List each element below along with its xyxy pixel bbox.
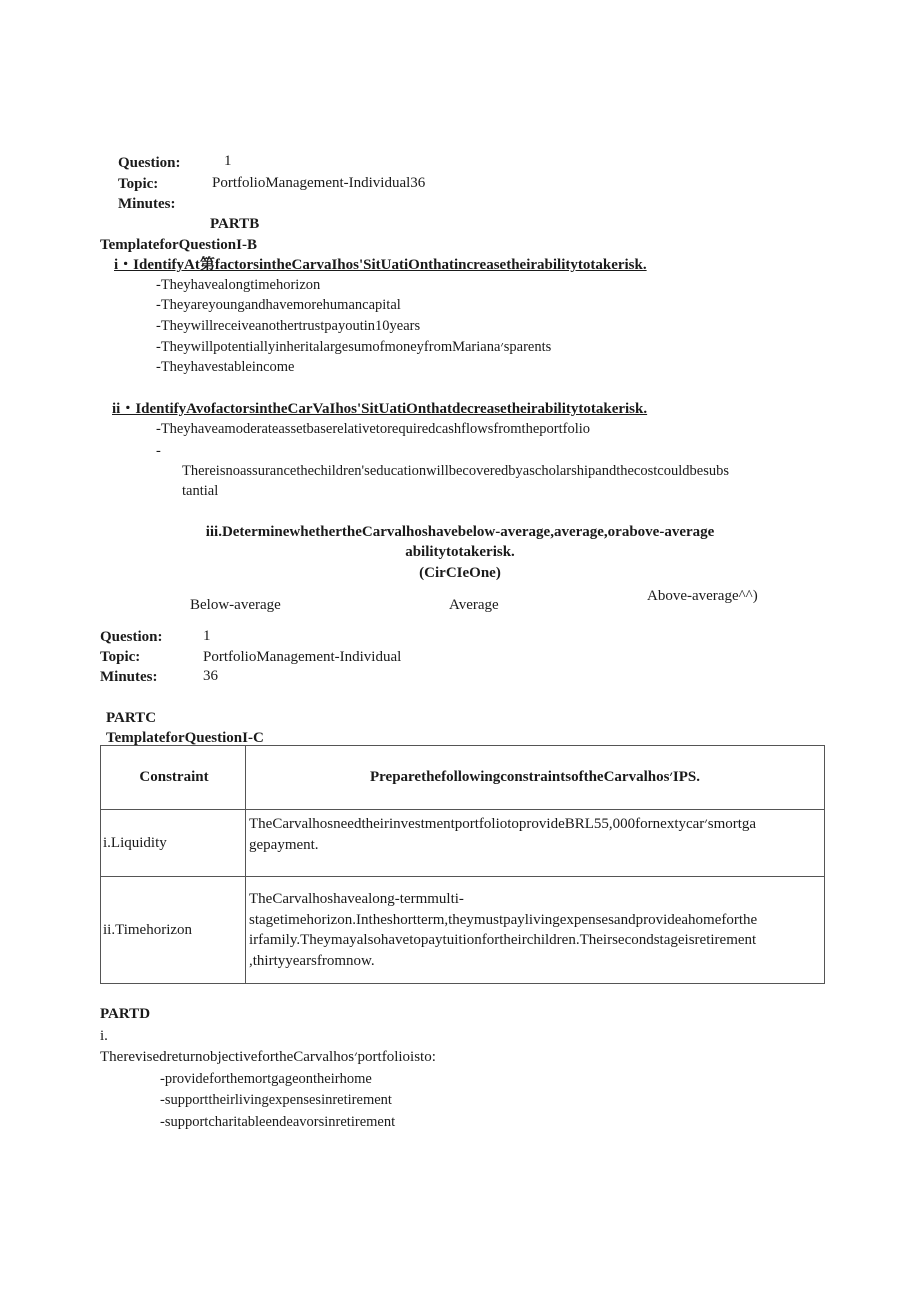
part-c-title: PARTC (106, 710, 157, 726)
response-line: ,thirtyyearsfromnow. (249, 952, 375, 969)
response-line: irfamily.Theymayalsohavetopaytuitionfortheirchildren.Theirsecondstageisretirement (249, 932, 757, 948)
list-item-continuation: tantial (182, 483, 219, 499)
question-label: Question: (100, 629, 163, 645)
part-b-title: PARTB (210, 216, 260, 232)
list-item: -supporttheirlivingexpensesinretirement (160, 1092, 392, 1108)
part-b-template: TemplateforQuestionI-B (100, 237, 257, 253)
question-label: Question: (118, 155, 181, 171)
topic-value: PortfolioManagement-Individual (203, 649, 402, 665)
minutes-value: 36 (203, 668, 218, 684)
part-b-q2-heading: ii・IdentifyAvofactorsintheCarVaIhos'SitUatiOnthatdecreasetheirabilitytotakerisk. (112, 401, 648, 417)
topic-label: Topic: (118, 176, 159, 192)
topic-label: Topic: (100, 649, 141, 665)
minutes-label: Minutes: (100, 669, 158, 685)
part-b-q3-circle-instruction: (CirCIeOne) (419, 565, 501, 581)
part-b-q3-line1: iii.DeterminewhethertheCarvalhoshavebelow-average,average,orabove-average (205, 524, 715, 540)
table-row (101, 810, 825, 877)
constraint-label: ii.Timehorizon (101, 877, 246, 984)
list-item: -Theyhaveamoderateassetbaserelativetorequiredcashflowsfromtheportfolio (156, 421, 591, 437)
part-b-q1-heading: i・IdentifyAt第factorsintheCarvaIhos'SitUatiOnthatincreasetheirabilitytotakerisk. (114, 257, 647, 273)
list-item: Thereisnoassurancethechildren'seducationwillbecoveredbyascholarshipandthecostcouldbesubs (182, 463, 729, 479)
list-item: -provideforthemortgageontheirhome (160, 1071, 372, 1087)
part-d-title: PARTD (100, 1006, 151, 1022)
constraint-response (246, 810, 825, 877)
part-d-intro: TherevisedreturnobjectivefortheCarvalhos׳portfolioisto: (100, 1049, 436, 1065)
option-below-average: Below-average (190, 597, 281, 613)
question-value: 1 (224, 153, 232, 169)
constraint-response (246, 877, 825, 984)
constraint-label: i.Liquidity (101, 810, 246, 877)
prepare-column-header: PreparethefollowingconstraintsoftheCarvalhos׳IPS. (246, 746, 825, 810)
option-above-average: Above-average^^) (647, 588, 758, 604)
list-item-dash: - (156, 443, 161, 459)
question-value: 1 (203, 628, 211, 644)
part-c-template: TemplateforQuestionI-C (106, 730, 264, 746)
constraints-table (100, 745, 825, 984)
list-item: -Theywillreceiveanothertrustpayoutin10years (156, 318, 421, 334)
list-item: -Theyareyoungandhavemorehumancapital (156, 297, 401, 313)
option-average: Average (449, 597, 499, 613)
constraint-column-header: Constraint (101, 746, 246, 810)
response-line: stagetimehorizon.Intheshortterm,theymustpaylivingexpensesandprovideahomeforthe (249, 911, 758, 928)
table-row (101, 877, 825, 984)
part-d-item-label: i. (100, 1028, 108, 1044)
list-item: -Theyhavealongtimehorizon (156, 277, 321, 293)
list-item: -TheywillpotentiallyinheritalargesumofmoneyfromMariana׳sparents (156, 339, 552, 355)
table-header-row (101, 746, 825, 810)
topic-value: PortfolioManagement-Individual36 (212, 175, 426, 191)
minutes-label: Minutes: (118, 196, 176, 212)
list-item: -Theyhavestableincome (156, 359, 295, 375)
list-item: -supportcharitableendeavorsinretirement (160, 1114, 396, 1130)
response-line: TheCarvalhoshavealong-termmulti- (249, 891, 464, 907)
response-line: gepayment. (249, 836, 319, 853)
response-line: TheCarvalhosneedtheirinvestmentportfoliotoprovideBRL55,000fornextycar׳smortga (249, 816, 757, 832)
part-b-q3-line2: abilitytotakerisk. (405, 544, 515, 560)
